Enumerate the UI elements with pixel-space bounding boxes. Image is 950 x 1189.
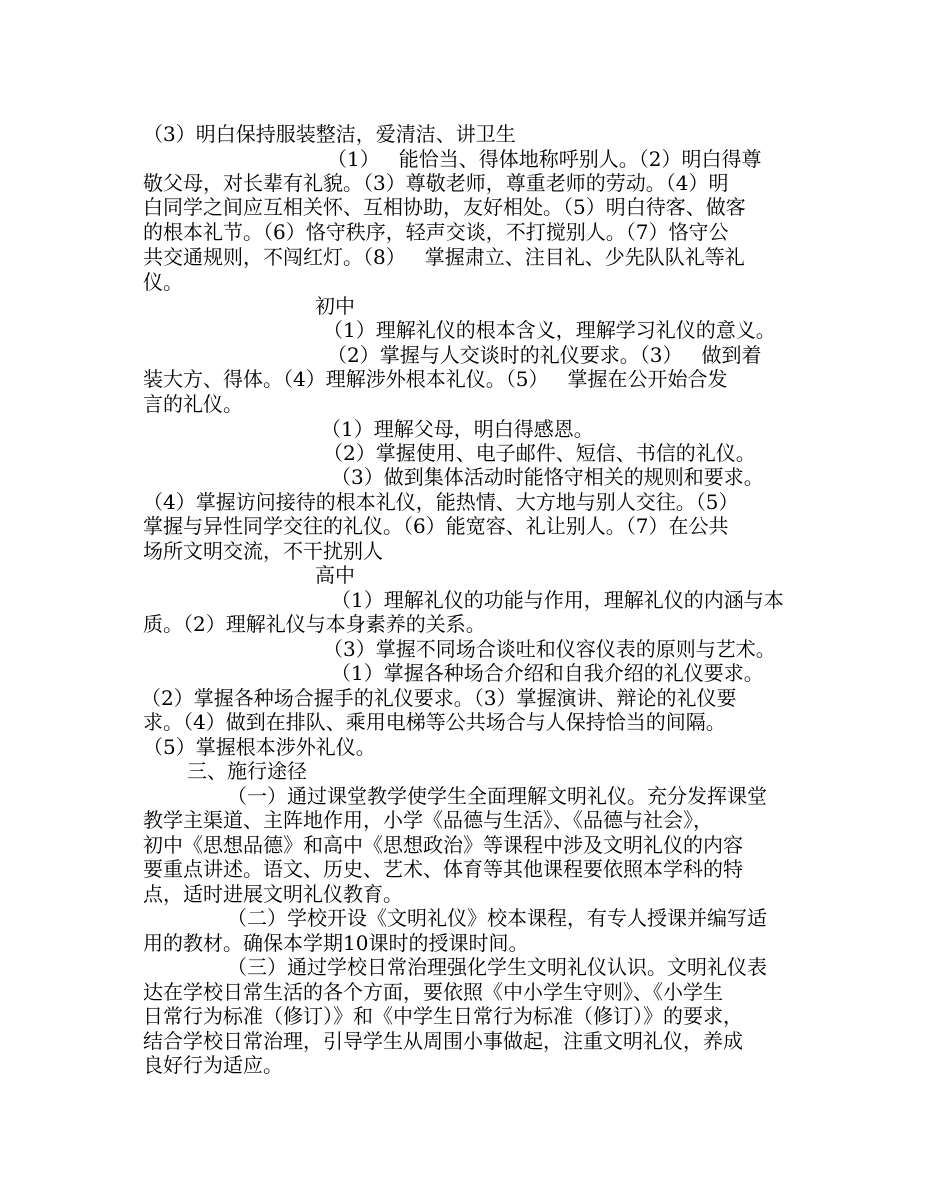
section-heading: 初中 xyxy=(315,294,355,318)
text-line: （3）做到集体活动时能恪守相关的规则和要求。 xyxy=(331,465,764,489)
text-line: 初中《思想品德》和高中《思想政治》等课程中涉及文明礼仪的内容 xyxy=(143,833,743,857)
text-line: 仪。 xyxy=(143,270,183,294)
text-line: （2）掌握各种场合握手的礼仪要求。（3）掌握演讲、辩论的礼仪要 xyxy=(141,686,737,710)
text-line: 白同学之间应互相关怀、互相协助，友好相处。（5）明白待客、做客 xyxy=(143,195,746,219)
text-line: 点，适时进展文明礼仪教育。 xyxy=(143,882,403,906)
text-line: 结合学校日常治理，引导学生从周围小事做起，注重文明礼仪，养成 xyxy=(143,1029,743,1053)
text-line: （三）通过学校日常治理强化学生文明礼仪认识。文明礼仪表 xyxy=(227,955,767,979)
text-line: （5）掌握根本涉外礼仪。 xyxy=(143,735,376,759)
text-line: （2）掌握使用、电子邮件、短信、书信的礼仪。 xyxy=(323,441,756,465)
text-line: （1）理解礼仪的功能与作用，理解礼仪的内涵与本 xyxy=(331,588,784,612)
text-line: （1）掌握各种场合介绍和自我介绍的礼仪要求。 xyxy=(331,661,764,685)
text-line: （1）理解父母，明白得感恩。 xyxy=(321,417,594,441)
section-heading: 三、施行途径 xyxy=(187,759,307,783)
text-line: （一）通过课堂教学使学生全面理解文明礼仪。充分发挥课堂 xyxy=(227,784,767,808)
text-line: 敬父母，对长辈有礼貌。（3）尊敬老师，尊重老师的劳动。（4）明 xyxy=(143,171,729,195)
text-line: 的根本礼节。（6）恪守秩序，轻声交谈，不打搅别人。（7）恪守公 xyxy=(143,220,729,244)
text-line: 要重点讲述。语文、历史、艺术、体育等其他课程要依照本学科的特 xyxy=(143,857,743,881)
text-line: 求。（4）做到在排队、乘用电梯等公共场合与人保持恰当的间隔。 xyxy=(143,710,726,734)
text-line: （2）掌握与人交谈时的礼仪要求。（3） 做到着 xyxy=(327,343,762,367)
text-line: （3）掌握不同场合谈吐和仪容仪表的原则与艺术。 xyxy=(323,637,776,661)
text-line: （二）学校开设《文明礼仪》校本课程，有专人授课并编写适 xyxy=(227,906,767,930)
text-line: 共交通规则，不闯红灯。（8） 掌握肃立、注目礼、少先队队礼等礼 xyxy=(143,245,745,269)
text-line: 质。（2）理解礼仪与本身素养的关系。 xyxy=(143,612,486,636)
text-line: （4）掌握访问接待的根本礼仪，能热情、大方地与别人交往。（5） xyxy=(143,490,739,514)
text-line: 用的教材。确保本学期10课时的授课时间。 xyxy=(143,931,529,955)
text-line: 掌握与异性同学交往的礼仪。（6）能宽容、礼让别人。（7）在公共 xyxy=(143,514,729,538)
text-line: 教学主渠道、主阵地作用，小学《品德与生活》、《品德与社会》， xyxy=(143,808,713,832)
text-line: 场所文明交流，不干扰别人 xyxy=(143,539,383,563)
section-heading: 高中 xyxy=(315,563,355,587)
text-line: 装大方、得体。（4）理解涉外根本礼仪。（5） 掌握在公开始合发 xyxy=(143,367,728,391)
text-line: （1） 能恰当、得体地称呼别人。（2）明白得尊 xyxy=(327,147,762,171)
text-line: 言的礼仪。 xyxy=(143,392,243,416)
text-line: （3）明白保持服装整洁，爱清洁、讲卫生 xyxy=(143,122,516,146)
text-line: 良好行为适应。 xyxy=(143,1053,283,1077)
text-line: 日常行为标准（修订）》和《中学生日常行为标准（修订）》的要求， xyxy=(143,1004,743,1028)
text-line: 达在学校日常生活的各个方面，要依照《中小学生守则》、《小学生 xyxy=(143,980,723,1004)
text-line: （1）理解礼仪的根本含义，理解学习礼仪的意义。 xyxy=(323,318,776,342)
